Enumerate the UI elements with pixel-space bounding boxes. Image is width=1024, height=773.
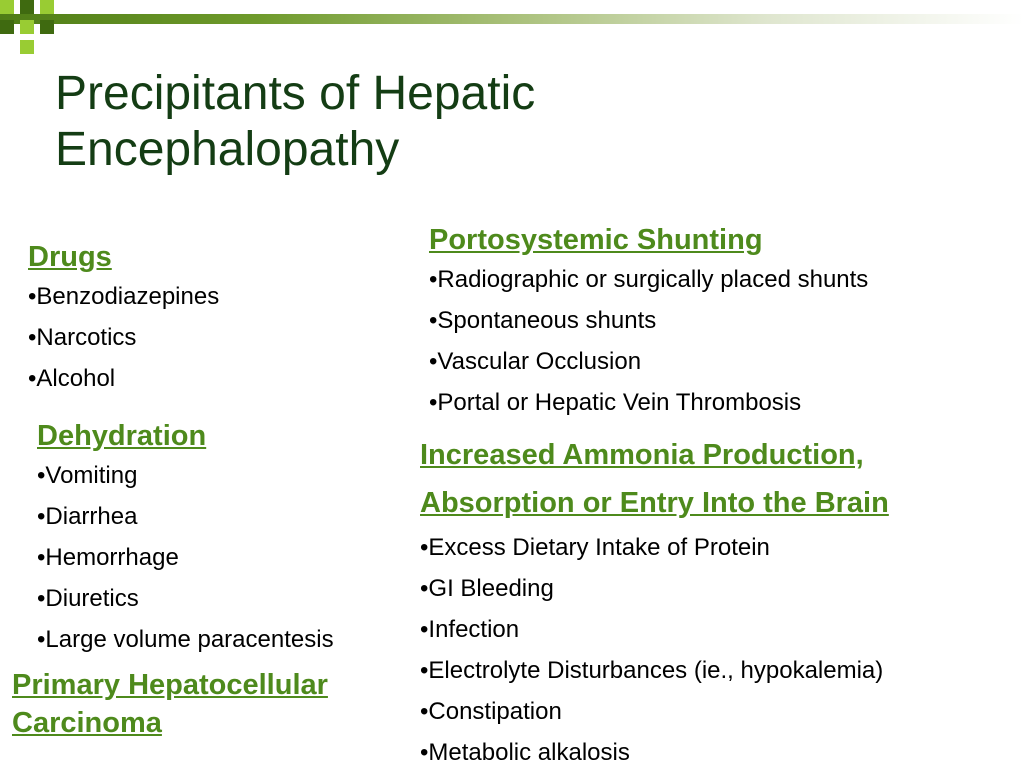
list-item: •Large volume paracentesis [37, 626, 334, 653]
slide-title [55, 66, 955, 178]
decor-square-light [40, 0, 54, 14]
decor-square-light [20, 20, 34, 34]
section-heading: Drugs [28, 241, 112, 273]
section-heading: Increased Ammonia Production, [420, 439, 864, 471]
list-item: •Narcotics [28, 324, 137, 351]
list-item: •Radiographic or surgically placed shunts [429, 266, 869, 293]
list-item: •Diuretics [37, 585, 139, 612]
section-heading: Dehydration [37, 420, 207, 452]
section-primary-hcc [12, 666, 328, 742]
slide-title-line: Encephalopathy [55, 123, 400, 176]
list-item: •Constipation [420, 698, 562, 725]
list-item: •Electrolyte Disturbances (ie., hypokalemia) [420, 657, 884, 684]
decor-square-dark [0, 20, 14, 34]
section-heading: Absorption or Entry Into the Brain [420, 487, 889, 519]
list-item: •Benzodiazepines [28, 283, 220, 310]
list-item: •Hemorrhage [37, 544, 179, 571]
list-item: •Metabolic alkalosis [420, 739, 630, 766]
decor-square-light [0, 0, 14, 14]
list-item: •Spontaneous shunts [429, 307, 657, 334]
list-item: •Diarrhea [37, 503, 138, 530]
list-item: •Alcohol [28, 365, 116, 392]
section-dehydration [37, 417, 334, 660]
slide-title-line: Precipitants of Hepatic [55, 67, 536, 120]
list-item: •GI Bleeding [420, 575, 554, 602]
decor-square-dark [20, 0, 34, 14]
section-ammonia [420, 431, 889, 773]
section-heading: Primary Hepatocellular [12, 669, 328, 701]
list-item: •Vomiting [37, 462, 138, 489]
list-item: •Excess Dietary Intake of Protein [420, 534, 770, 561]
section-heading: Carcinoma [12, 707, 162, 739]
section-drugs [28, 238, 219, 399]
section-heading: Portosystemic Shunting [429, 224, 763, 256]
header-gradient-bar [0, 14, 1024, 24]
decor-square-light [20, 40, 34, 54]
list-item: •Infection [420, 616, 520, 643]
decor-square-dark [40, 20, 54, 34]
list-item: •Vascular Occlusion [429, 348, 642, 375]
list-item: •Portal or Hepatic Vein Thrombosis [429, 389, 802, 416]
section-portosystemic [429, 221, 868, 423]
